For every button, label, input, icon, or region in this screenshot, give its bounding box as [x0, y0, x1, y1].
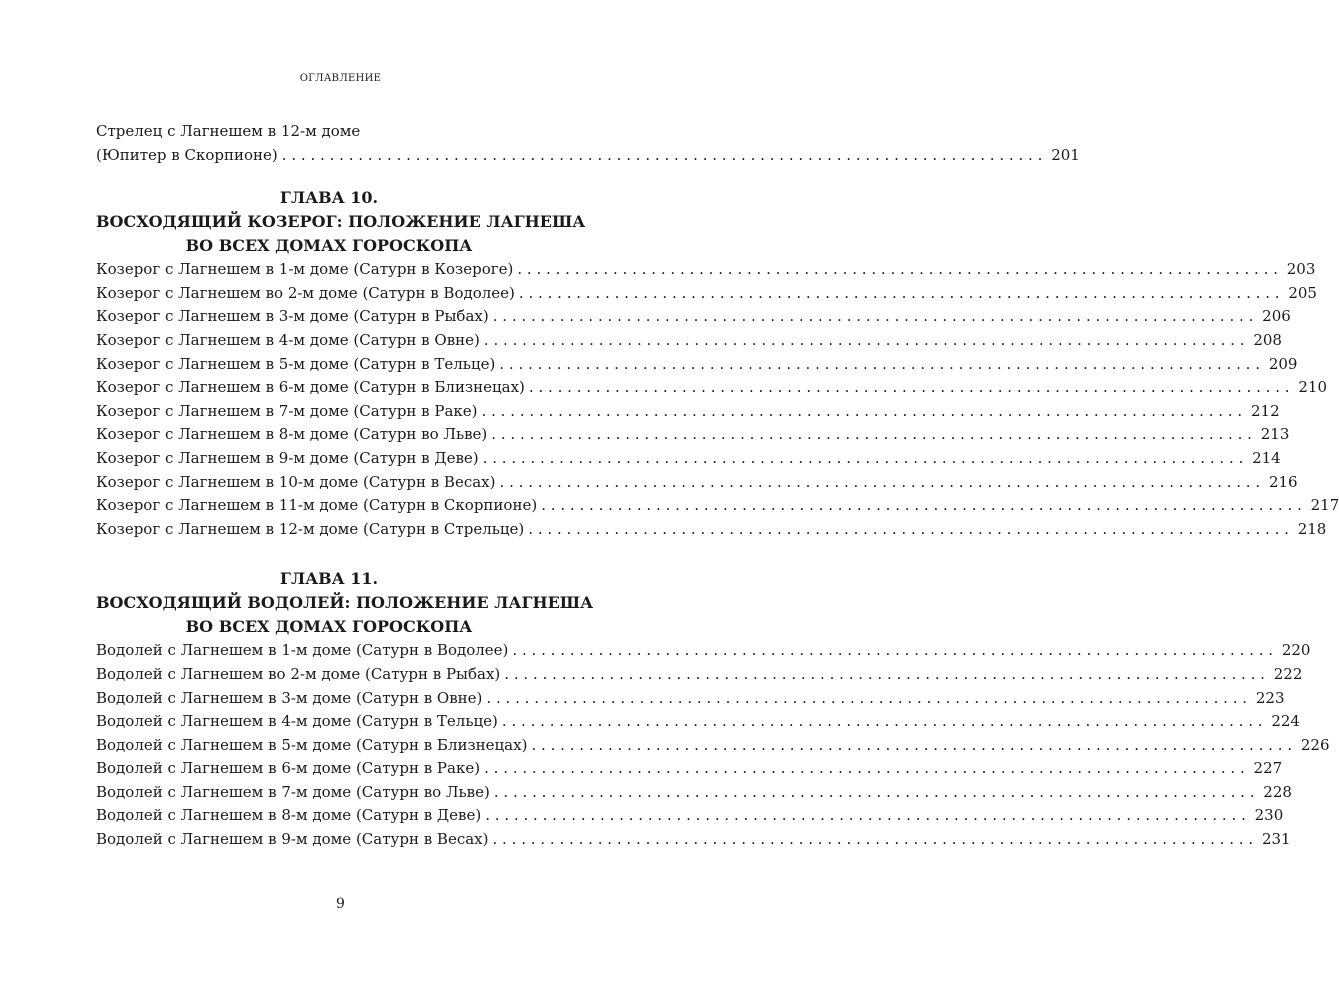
- chapter-title-line1: ВОСХОДЯЩИЙ ВОДОЛЕЙ: ПОЛОЖЕНИЕ ЛАГНЕША: [96, 593, 594, 613]
- toc-entry-page: 201: [1051, 145, 1080, 164]
- toc-entry[interactable]: [96, 329, 1282, 353]
- toc-content: [96, 120, 1339, 852]
- toc-entry-page: 218: [1297, 519, 1327, 538]
- dot-leader: ................................................................................: [482, 448, 1249, 467]
- toc-entry-page: 205: [1288, 283, 1317, 302]
- toc-entry-text: Водолей с Лагнешем в 3-м доме (Сатурн в Овне): [96, 688, 483, 707]
- chapter-11: [96, 567, 1330, 851]
- dot-leader: ................................................................................: [492, 307, 1259, 326]
- chapter-title-line2: ВО ВСЕХ ДОМАХ ГОРОСКОПА: [185, 617, 473, 637]
- chapter-number: ГЛАВА 11.: [279, 569, 379, 589]
- toc-entry[interactable]: [96, 828, 1291, 852]
- toc-entry-text: Козерог с Лагнешем в 4-м доме (Сатурн в Овне): [96, 330, 480, 349]
- dot-leader: ................................................................................: [499, 472, 1265, 491]
- dot-leader: ................................................................................: [512, 641, 1278, 660]
- dot-leader: ................................................................................: [486, 688, 1252, 707]
- toc-entry-page: 213: [1260, 425, 1290, 444]
- dot-leader: ................................................................................: [517, 260, 1283, 279]
- dot-leader: ................................................................................: [528, 519, 1294, 538]
- toc-entry-text: Козерог с Лагнешем в 9-м доме (Сатурн в Деве): [96, 448, 479, 467]
- toc-entry[interactable]: [96, 282, 1317, 306]
- toc-entry[interactable]: [96, 471, 1298, 495]
- toc-entry-text: Водолей с Лагнешем в 7-м доме (Сатурн во Льве): [96, 782, 490, 801]
- toc-entry[interactable]: [96, 804, 1284, 828]
- toc-entry-text: Козерог с Лагнешем в 12-м доме (Сатурн в Стрельце): [96, 519, 525, 538]
- toc-entry-page: 217: [1310, 496, 1339, 515]
- toc-entry[interactable]: [96, 376, 1327, 400]
- toc-entry[interactable]: [96, 639, 1311, 663]
- toc-entry-text: Водолей с Лагнешем в 6-м доме (Сатурн в Раке): [96, 759, 481, 778]
- toc-entry-text: Козерог с Лагнешем в 1-м доме (Сатурн в Козероге): [96, 260, 514, 279]
- toc-entry-text: Водолей с Лагнешем в 1-м доме (Сатурн в Водолее): [96, 641, 509, 660]
- toc-entry-text: Водолей с Лагнешем в 9-м доме (Сатурн в Весах): [96, 830, 489, 849]
- dot-leader: ................................................................................: [483, 330, 1250, 349]
- toc-entry-text: (Юпитер в Скорпионе): [96, 145, 278, 164]
- toc-entry-page: 223: [1255, 688, 1285, 707]
- toc-entry-page: 210: [1298, 378, 1327, 397]
- toc-entry-text: Козерог с Лагнешем в 10-м доме (Сатурн в Весах): [96, 472, 496, 491]
- toc-entry[interactable]: [96, 734, 1330, 758]
- dot-leader: ................................................................................: [501, 712, 1268, 731]
- toc-entry-page: 231: [1261, 830, 1291, 849]
- toc-entry-page: 214: [1252, 448, 1281, 467]
- chapter-10: [96, 186, 1339, 541]
- toc-entry[interactable]: [96, 757, 1283, 781]
- dot-leader: ................................................................................: [484, 759, 1250, 778]
- toc-entry-page: 224: [1271, 712, 1300, 731]
- toc-entry-intro-line1: Стрелец с Лагнешем в 12-м доме: [96, 122, 361, 140]
- dot-leader: ................................................................................: [528, 378, 1295, 397]
- running-head: ОГЛАВЛЕНИЕ: [299, 73, 382, 84]
- dot-leader: ................................................................................: [518, 283, 1285, 302]
- dot-leader: ................................................................................: [481, 401, 1247, 420]
- toc-entry-text: Козерог с Лагнешем в 7-м доме (Сатурн в Раке): [96, 401, 478, 420]
- dot-leader: ................................................................................: [492, 830, 1258, 849]
- chapter-title-line1: ВОСХОДЯЩИЙ КОЗЕРОГ: ПОЛОЖЕНИЕ ЛАГНЕША: [96, 212, 586, 232]
- toc-entry-page: 203: [1286, 260, 1316, 279]
- dot-leader: ................................................................................: [491, 425, 1257, 444]
- toc-entry-page: 208: [1253, 330, 1282, 349]
- toc-entry[interactable]: [96, 663, 1303, 687]
- toc-entry-text: Козерог с Лагнешем во 2-м доме (Сатурн в Водолее): [96, 283, 515, 302]
- toc-entry-text: Водолей с Лагнешем в 8-м доме (Сатурн в Деве): [96, 806, 482, 825]
- toc-entry-page: 216: [1268, 472, 1298, 491]
- dot-leader: ................................................................................: [281, 145, 1048, 164]
- toc-entry-page: 227: [1253, 759, 1283, 778]
- chapter-title-line2: ВО ВСЕХ ДОМАХ ГОРОСКОПА: [185, 236, 473, 256]
- toc-entry[interactable]: [96, 353, 1298, 377]
- toc-entry[interactable]: [96, 305, 1291, 329]
- dot-leader: ................................................................................: [499, 354, 1265, 373]
- toc-entry-text: Козерог с Лагнешем в 8-м доме (Сатурн во Льве): [96, 425, 488, 444]
- toc-entry-page: 222: [1273, 664, 1303, 683]
- dot-leader: ................................................................................: [541, 496, 1307, 515]
- dot-leader: ................................................................................: [531, 735, 1297, 754]
- toc-entry-page: 206: [1262, 307, 1291, 326]
- toc-entry[interactable]: [96, 258, 1316, 282]
- toc-entry-page: 212: [1251, 401, 1280, 420]
- toc-entry-page: 220: [1281, 641, 1311, 660]
- toc-entry-page: 230: [1254, 806, 1284, 825]
- toc-entry-text: Водолей с Лагнешем во 2-м доме (Сатурн в Рыбах): [96, 664, 501, 683]
- dot-leader: ................................................................................: [504, 664, 1270, 683]
- toc-entry-text: Водолей с Лагнешем в 5-м доме (Сатурн в Близнецах): [96, 735, 528, 754]
- toc-entry[interactable]: [96, 710, 1300, 734]
- toc-entry[interactable]: [96, 423, 1290, 447]
- page-number: 9: [336, 896, 345, 912]
- toc-entry[interactable]: [96, 518, 1327, 542]
- toc-entry-text: Козерог с Лагнешем в 5-м доме (Сатурн в Тельце): [96, 354, 496, 373]
- toc-entry[interactable]: [96, 447, 1281, 471]
- toc-entry[interactable]: [96, 494, 1339, 518]
- chapter-number: ГЛАВА 10.: [279, 188, 379, 208]
- toc-entry-text: Козерог с Лагнешем в 11-м доме (Сатурн в Скорпионе): [96, 496, 538, 515]
- chapter-entries: [96, 258, 1339, 541]
- toc-entry-text: Козерог с Лагнешем в 6-м доме (Сатурн в Близнецах): [96, 378, 525, 397]
- toc-entry-text: Водолей с Лагнешем в 4-м доме (Сатурн в Тельце): [96, 712, 498, 731]
- toc-entry-text: Козерог с Лагнешем в 3-м доме (Сатурн в Рыбах): [96, 307, 489, 326]
- toc-entry[interactable]: [96, 687, 1285, 711]
- chapter-entries: [96, 639, 1330, 851]
- toc-entry-intro[interactable]: [96, 144, 1080, 168]
- dot-leader: ................................................................................: [485, 806, 1251, 825]
- toc-entry-page: 226: [1300, 735, 1330, 754]
- toc-entry[interactable]: [96, 400, 1280, 424]
- dot-leader: ................................................................................: [493, 782, 1260, 801]
- toc-entry-page: 209: [1268, 354, 1298, 373]
- toc-entry[interactable]: [96, 781, 1292, 805]
- toc-entry-page: 228: [1263, 782, 1292, 801]
